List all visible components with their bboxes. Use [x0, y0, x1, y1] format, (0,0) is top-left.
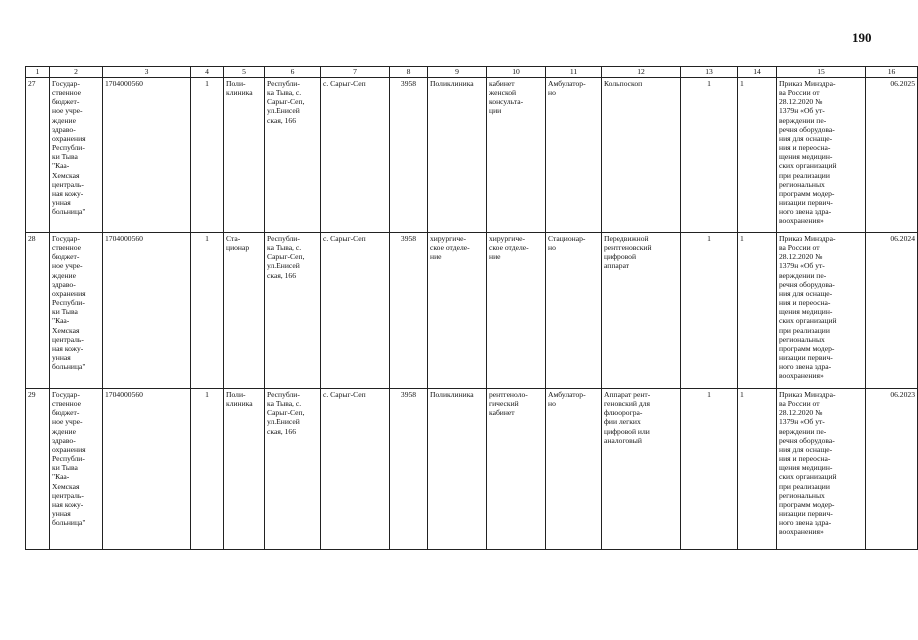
cell-address — [265, 233, 321, 389]
cell-col4 — [191, 389, 224, 550]
cell-unit-type — [224, 233, 265, 389]
cell-text: 3958 — [400, 79, 417, 88]
cell-text: 3958 — [400, 234, 417, 243]
cell-population — [390, 233, 428, 389]
cell-text: Поли- клиника — [226, 390, 253, 409]
cell-text: 1 — [205, 234, 209, 243]
cell-unit-type — [224, 389, 265, 550]
cell-department — [428, 78, 487, 233]
cell-text: 28 — [28, 234, 36, 243]
table-row — [26, 233, 918, 389]
cell-text: хирургиче- ское отделе- ние — [430, 234, 470, 262]
cell-regulation — [777, 78, 866, 233]
cell-equipment — [602, 78, 681, 233]
cell-text: Приказ Минздра- ва России от 28.12.2020 № 1379н «Об ут- верждении пе- речня оборудова- ния для оснаще- ния и переосна- щения медицин- ских организаций при реализации региональных программ модер- низации первич- ного звена здра- воохранения» — [779, 79, 837, 226]
cell-text: 1 — [205, 390, 209, 399]
column-header: 11 — [546, 67, 602, 78]
cell-text: Поли- клиника — [226, 79, 253, 98]
column-header: 6 — [265, 67, 321, 78]
column-number-row — [26, 67, 918, 78]
cell-text: с. Сарыг-Сеп — [323, 79, 366, 88]
cell-organization — [50, 233, 103, 389]
cell-text: Стационар- но — [548, 234, 586, 253]
cell-settlement — [321, 233, 390, 389]
cell-col4 — [191, 233, 224, 389]
page-number: 190 — [852, 30, 872, 45]
cell-text: Государ- ственное бюджет- ное учре- ждение здраво- охранения Республи- ки Тыва "Каа- Хемская централь- ная кожу- унная больница" — [52, 79, 86, 217]
cell-row-number — [26, 78, 50, 233]
cell-text: 1 — [740, 390, 744, 399]
cell-text: 27 — [28, 79, 36, 88]
cell-room — [487, 233, 546, 389]
cell-row-number — [26, 389, 50, 550]
cell-text: кабинет женской консульта- ции — [489, 79, 524, 116]
cell-unit-type — [224, 78, 265, 233]
cell-care-mode — [546, 78, 602, 233]
table-row — [26, 78, 918, 233]
cell-text: Амбулатор- но — [548, 79, 586, 98]
cell-quantity — [681, 78, 738, 233]
cell-text: рентгеноло- гический кабинет — [489, 390, 528, 418]
column-header: 1 — [26, 67, 50, 78]
cell-quantity-2 — [738, 233, 777, 389]
cell-text: Поликлиника — [430, 79, 474, 88]
column-header: 5 — [224, 67, 265, 78]
cell-quantity — [681, 233, 738, 389]
cell-quantity-2 — [738, 389, 777, 550]
cell-quantity-2 — [738, 78, 777, 233]
column-header: 8 — [390, 67, 428, 78]
cell-room — [487, 78, 546, 233]
equipment-table — [25, 66, 918, 550]
cell-text: 1 — [205, 79, 209, 88]
cell-date — [866, 233, 918, 389]
cell-department — [428, 389, 487, 550]
column-header: 12 — [602, 67, 681, 78]
cell-text: 06.2023 — [890, 390, 915, 399]
cell-text: Республи- ка Тыва, с. Сарыг-Сеп, ул.Енисей ская, 166 — [267, 79, 305, 125]
cell-text: Кольпоскоп — [604, 79, 643, 88]
column-header: 16 — [866, 67, 918, 78]
cell-date — [866, 389, 918, 550]
cell-settlement — [321, 389, 390, 550]
cell-text: 3958 — [400, 390, 417, 399]
cell-equipment — [602, 233, 681, 389]
cell-address — [265, 389, 321, 550]
cell-settlement — [321, 78, 390, 233]
cell-regulation — [777, 233, 866, 389]
cell-organization — [50, 78, 103, 233]
column-header: 4 — [191, 67, 224, 78]
cell-text: Приказ Минздра- ва России от 28.12.2020 № 1379н «Об ут- верждении пе- речня оборудова- ния для оснаще- ния и переосна- щения медицин- ских организаций при реализации региональных программ модер- низации первич- ного звена здра- воохранения» — [779, 390, 837, 537]
cell-text: Амбулатор- но — [548, 390, 586, 409]
cell-care-mode — [546, 389, 602, 550]
cell-text: 1 — [707, 234, 711, 243]
column-header: 3 — [103, 67, 191, 78]
cell-inn — [103, 233, 191, 389]
column-header: 15 — [777, 67, 866, 78]
cell-col4 — [191, 78, 224, 233]
column-header: 2 — [50, 67, 103, 78]
column-header: 14 — [738, 67, 777, 78]
column-header: 9 — [428, 67, 487, 78]
cell-text: с. Сарыг-Сеп — [323, 234, 366, 243]
cell-text: 1 — [740, 234, 744, 243]
cell-equipment — [602, 389, 681, 550]
cell-department — [428, 233, 487, 389]
cell-date — [866, 78, 918, 233]
cell-text: Государ- ственное бюджет- ное учре- ждение здраво- охранения Республи- ки Тыва "Каа- Хемская централь- ная кожу- унная больница" — [52, 390, 86, 528]
cell-text: 1704000560 — [105, 234, 143, 243]
cell-row-number — [26, 233, 50, 389]
cell-inn — [103, 78, 191, 233]
cell-regulation — [777, 389, 866, 550]
cell-text: 06.2024 — [890, 234, 915, 243]
cell-text: с. Сарыг-Сеп — [323, 390, 366, 399]
cell-text: Республи- ка Тыва, с. Сарыг-Сеп, ул.Енисей ская, 166 — [267, 234, 305, 280]
cell-organization — [50, 389, 103, 550]
cell-care-mode — [546, 233, 602, 389]
cell-text: 1704000560 — [105, 79, 143, 88]
cell-text: Ста- ционар — [226, 234, 250, 253]
cell-quantity — [681, 389, 738, 550]
table-row — [26, 389, 918, 550]
cell-inn — [103, 389, 191, 550]
cell-text: 29 — [28, 390, 36, 399]
cell-population — [390, 78, 428, 233]
cell-text: Передвижной рентгеновский цифровой аппарат — [604, 234, 652, 271]
cell-text: хирургиче- ское отделе- ние — [489, 234, 529, 262]
cell-address — [265, 78, 321, 233]
cell-text: 1 — [707, 390, 711, 399]
cell-text: Аппарат рент- геновский для флюорогра- фии легких цифровой или аналоговый — [604, 390, 651, 445]
cell-text: 1704000560 — [105, 390, 143, 399]
column-header: 13 — [681, 67, 738, 78]
cell-text: 1 — [740, 79, 744, 88]
cell-population — [390, 389, 428, 550]
cell-text: Республи- ка Тыва, с. Сарыг-Сеп, ул.Енисей ская, 166 — [267, 390, 305, 436]
cell-text: 1 — [707, 79, 711, 88]
cell-room — [487, 389, 546, 550]
cell-text: 06.2025 — [890, 79, 915, 88]
cell-text: Государ- ственное бюджет- ное учре- ждение здраво- охранения Республи- ки Тыва "Каа- Хемская централь- ная кожу- унная больница" — [52, 234, 86, 372]
cell-text: Поликлиника — [430, 390, 474, 399]
cell-text: Приказ Минздра- ва России от 28.12.2020 № 1379н «Об ут- верждении пе- речня оборудова- ния для оснаще- ния и переосна- щения медицин- ских организаций при реализации региональных программ модер- низации первич- ного звена здра- воохранения» — [779, 234, 837, 381]
column-header: 7 — [321, 67, 390, 78]
column-header: 10 — [487, 67, 546, 78]
